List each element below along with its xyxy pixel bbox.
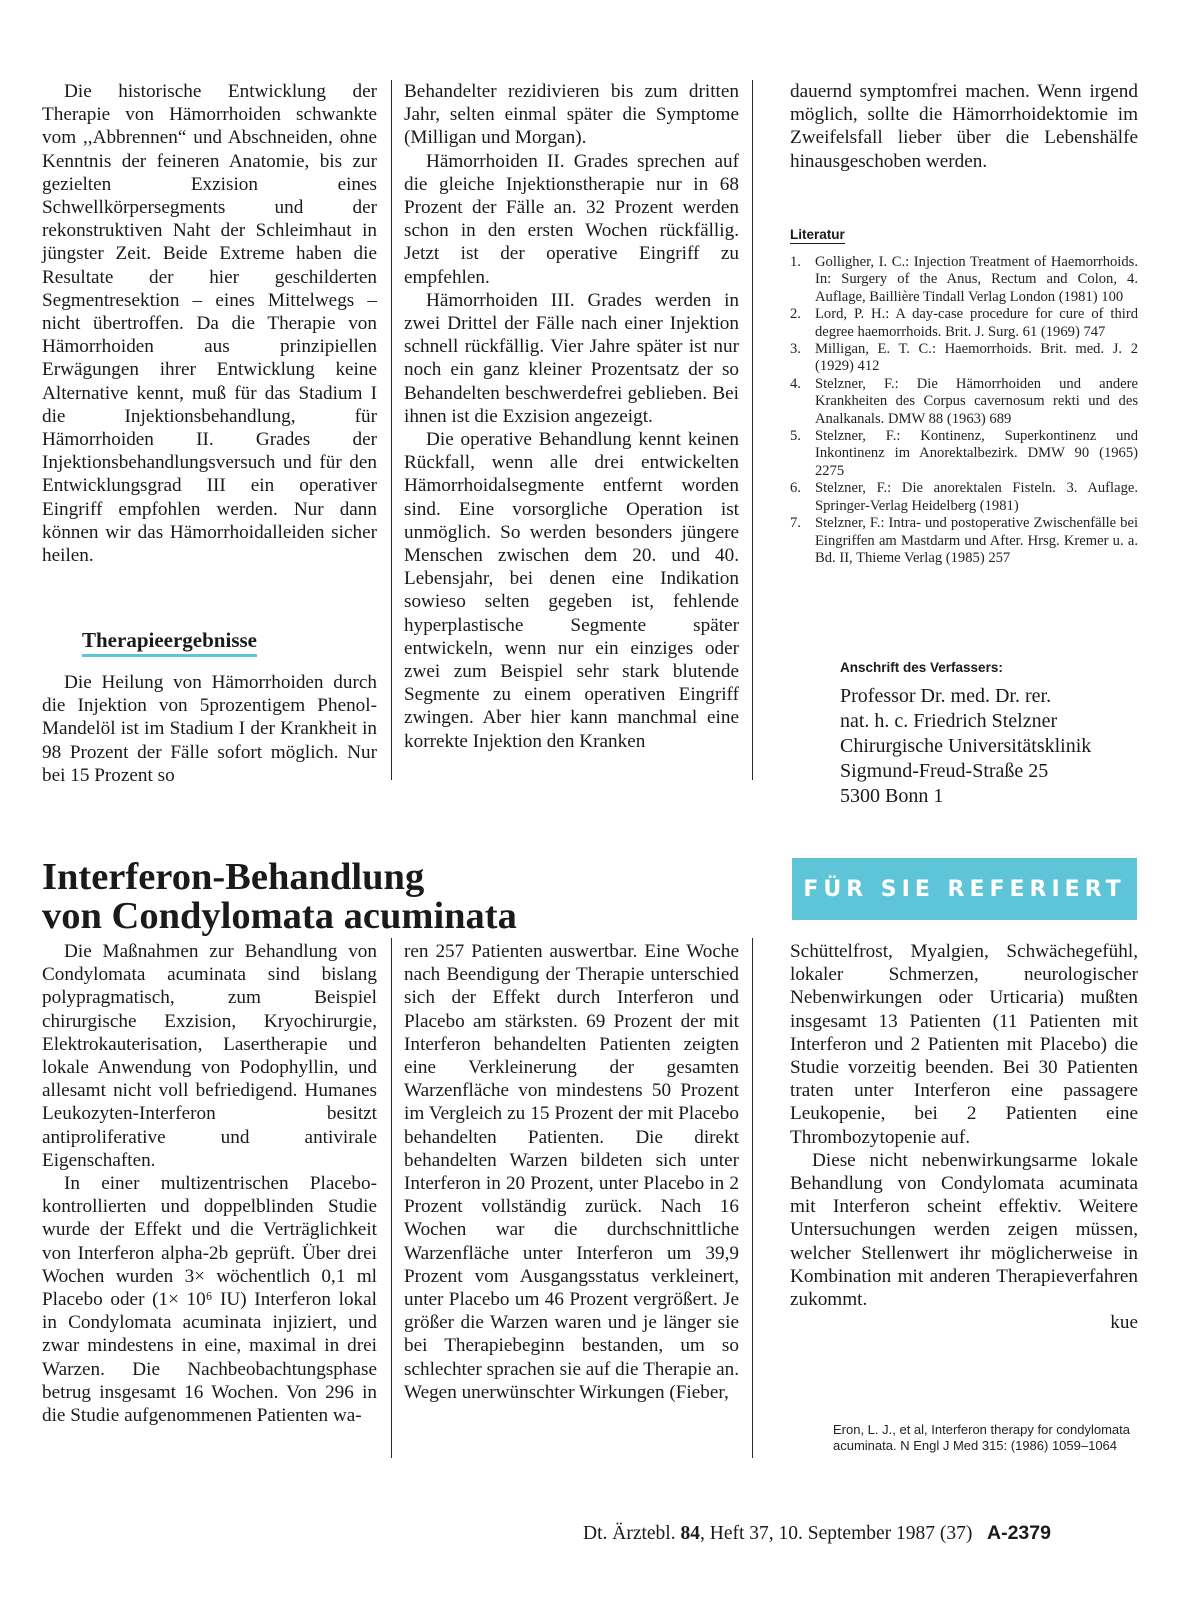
body-paragraph: Schüttelfrost, Myalgien, Schwächegefühl, lokaler Schmerzen, neurologischer Nebenwirkungen oder Urticaria) mußten insgesamt 13 Patienten (11 Patienten mit Interferon und 2 Patienten mit Placebo) die Studie vorzeitig beenden. Bei 30 Patienten traten unter Interferon eine passagere Leukopenie, bei 2 Patienten eine Thrombozytopenie auf. (790, 941, 1138, 1148)
body-paragraph: dauernd symptomfrei machen. Wenn irgend möglich, sollte die Hämorrhoidektomie im Zweifelsfall lieber über die Lebenshälfe hinausgeschoben werden. (790, 81, 1138, 172)
reference-list (790, 254, 1138, 567)
address-line: Chirurgische Universitätsklinik (840, 735, 1092, 757)
volume-number: 84 (680, 1523, 700, 1544)
reference-item: 6. Stelzner, F.: Die anorektalen Fisteln. 3. Auflage. Springer-Verlag Heidelberg (1981) (790, 480, 1138, 514)
author-signoff: kue (1110, 1312, 1138, 1334)
column-divider (391, 80, 392, 780)
author-address-title: Anschrift des Verfassers: (840, 660, 1003, 675)
article1-column-3 (790, 80, 1138, 173)
journal-name: Dt. Ärztebl. (583, 1523, 676, 1544)
page-footer (583, 1522, 1051, 1545)
body-paragraph: In einer multizentrischen Placebo-kontrollierten und doppelblinden Studie wurde der Effekt und die Verträglichkeit von Interferon alpha-2b geprüft. Über drei Wochen wurden 3× wöchentlich 0,1 ml Placebo oder (1× 10⁶ IU) Interferon lokal in Condylomata acuminata injiziert, und zwar mindestens in eine, maximal in drei Warzen. Die Nachbeobachtungsphase betrug insgesamt 16 Wochen. Von 296 in die Studie aufgenommenen Patienten wa- (42, 1173, 377, 1427)
reference-item: 3. Milligan, E. T. C.: Haemorrhoids. Brit. med. J. 2 (1929) 412 (790, 341, 1138, 375)
body-paragraph: Die historische Entwicklung der Therapie von Hämorrhoiden schwankte vom ,,Abbrennen“ und Abschneiden, ohne Kenntnis der feineren Anatomie, bis zur gezielten Exzision eines Schwellkörpersegments und der rekonstruktiven Naht der Schleimhaut in jüngster Zeit. Beide Extreme haben die Resultate der hier geschilderten Segmentresektion – eines Mittelwegs – nicht übertroffen. Da die Therapie von Hämorrhoiden aus prinzipiellen Erwägungen ihrer Entwicklung keine Alternative kennt, muß für das Stadium I die Injektionsbehandlung, für Hämorrhoiden II. Grades der Injektionsbehandlungsversuch und für den Entwicklungsgrad III ein operativer Eingriff empfohlen werden. Nur dann können wir das Hämorrhoidalleiden sicher heilen. (42, 81, 377, 567)
article2-title: Interferon-Behandlung von Condylomata acuminata (42, 856, 517, 937)
section-heading-therapieergebnisse: Therapieergebnisse (82, 628, 257, 657)
article2-column-3 (790, 940, 1138, 1334)
column-divider (752, 938, 753, 1458)
address-line: Professor Dr. med. Dr. rer. (840, 685, 1052, 707)
reference-item: 1. Golligher, I. C.: Injection Treatment of Haemorrhoids. In: Surgery of the Anus, Rectum and Colon, 4. Auflage, Baillière Tindall Verlag London (1981) 100 (790, 254, 1138, 305)
body-paragraph: Die Heilung von Hämorrhoiden durch die Injektion von 5prozentigem Phenol-Mandelöl ist im Stadium I der Krankheit in 98 Prozent der Fälle sofort möglich. Nur bei 15 Prozent so (42, 672, 377, 786)
article1-column-2 (404, 80, 739, 753)
body-paragraph: Hämorrhoiden II. Grades sprechen auf die gleiche Injektionstherapie nur in 68 Prozent der Fälle an. 32 Prozent werden schon in den ersten Wochen rückfällig. Jetzt ist der operative Eingriff zu empfehlen. (404, 150, 739, 288)
body-paragraph: Behandelter rezidivieren bis zum dritten Jahr, selten einmal später die Symptome (Milligan und Morgan). (404, 81, 739, 149)
body-paragraph: Die operative Behandlung kennt keinen Rückfall, wenn alle drei entwickelten Hämorrhoidalsegmente entfernt worden sind. Eine vorsorgliche Operation ist unmöglich. So werden besonders jüngere Menschen zwischen dem 20. und 40. Lebensjahr, bei denen eine Indikation sowieso selten gegeben ist, fehlende hyperplastische Segmente später entwickeln, wenn nur ein einziges oder zwei zum Beispiel sehr stark blutende Segmente zu einem operativen Eingriff zwingen. Aber hier kann manchmal eine korrekte Injektion den Kranken (404, 429, 739, 752)
column-divider (752, 80, 753, 780)
reference-item: 4. Stelzner, F.: Die Hämorrhoiden und andere Krankheiten des Corpus cavernosum rekti und des Analkanals. DMW 88 (1963) 689 (790, 375, 1138, 427)
body-paragraph: Hämorrhoiden III. Grades werden in zwei Drittel der Fälle nach einer Injektion schnell rückfällig. Vier Jahre später ist nur noch ein ganz kleiner Prozentsatz der so Behandelten beschwerdefrei geblieben. Bei ihnen ist die Exzision angezeigt. (404, 289, 739, 427)
column-divider (391, 938, 392, 1458)
article1-column-1-lower (42, 671, 377, 787)
article2-column-2 (404, 940, 739, 1404)
address-line: nat. h. c. Friedrich Stelzner (840, 710, 1058, 732)
address-line: Sigmund-Freud-Straße 25 (840, 760, 1049, 782)
reference-item: 2. Lord, P. H.: A day-case procedure for cure of third degree haemorrhoids. Brit. J. Surg. 61 (1969) 747 (790, 306, 1138, 340)
literature-title: Literatur (790, 227, 845, 242)
reference-item: 7. Stelzner, F.: Intra- und postoperative Zwischenfälle bei Eingriffen am Mastdarm und After. Hrsg. Kremer u. a. Bd. II, Thieme Verlag (1985) 257 (790, 515, 1138, 566)
source-citation: Eron, L. J., et al, Interferon therapy for condylomata acuminata. N Engl J Med 315: (1986) 1059–1064 (833, 1422, 1130, 1453)
section-badge: FÜR SIE REFERIERT (792, 858, 1137, 920)
issue-date: , Heft 37, 10. September 1987 (37) (699, 1523, 973, 1544)
body-paragraph: Die Maßnahmen zur Behandlung von Condylomata acuminata sind bislang polypragmatisch, zum Beispiel chirurgische Exzision, Kryochirurgie, Elektrokauterisation, Lasertherapie und lokale Anwendung von Podophyllin, und allesamt nicht voll befriedigend. Humanes Leukozyten-Interferon besitzt antiproliferative und antivirale Eigenschaften. (42, 941, 377, 1171)
reference-item: 5. Stelzner, F.: Kontinenz, Superkontinenz und Inkontinenz im Anorektalbezirk. DMW 90 (1965) 2275 (790, 428, 1138, 479)
address-line: 5300 Bonn 1 (840, 785, 944, 807)
body-paragraph: Diese nicht nebenwirkungsarme lokale Behandlung von Condylomata acuminata mit Interferon scheint effektiv. Weitere Untersuchungen werden zeigen müssen, welcher Stellenwert ihr möglicherweise in Kombination mit anderen Therapieverfahren zukommt. (790, 1149, 1138, 1311)
page-number: A-2379 (987, 1522, 1051, 1544)
article2-column-1 (42, 940, 377, 1427)
author-address (840, 684, 1091, 809)
article1-column-1 (42, 80, 377, 567)
body-paragraph: ren 257 Patienten auswertbar. Eine Woche nach Beendigung der Therapie unterschied sich der Effekt durch Interferon und Placebo am stärksten. 69 Prozent der mit Interferon behandelten Patienten zeigten eine Verkleinerung der gesamten Warzenfläche von mindestens 50 Prozent im Vergleich zu 15 Prozent der mit Placebo behandelten Patienten. Die direkt behandelten Warzen bildeten sich unter Interferon in 20 Prozent, unter Placebo in 2 Prozent vollständig zurück. Nach 16 Wochen war die durchschnittliche Warzenfläche unter Interferon um 39,9 Prozent vom Ausgangsstatus verkleinert, unter Placebo um 46 Prozent vergrößert. Je größer die Warzen waren und je länger sie bei Therapiebeginn bestanden, um so schlechter sprachen sie auf die Therapie an. Wegen unerwünschter Wirkungen (Fieber, (404, 941, 739, 1403)
